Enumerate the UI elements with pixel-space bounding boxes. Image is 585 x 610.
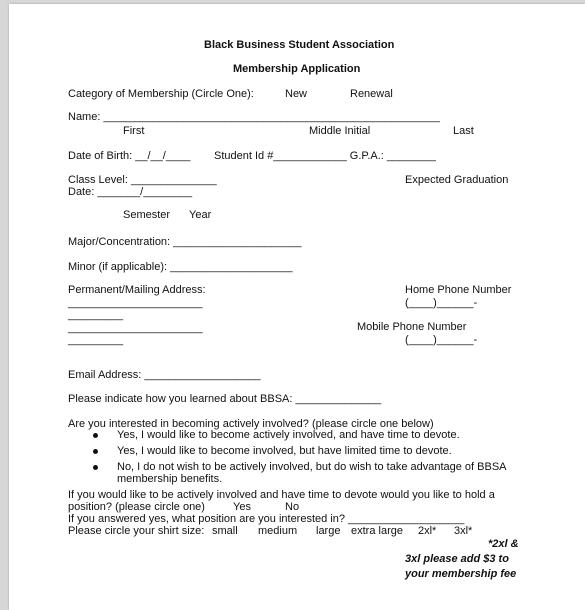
name-first-caption: First xyxy=(123,125,145,137)
home-phone-label: Home Phone Number xyxy=(405,284,512,296)
dob-field[interactable]: Date of Birth: __/__/____ xyxy=(68,150,191,162)
shirt-size-medium[interactable]: medium xyxy=(258,525,298,537)
interest-option-3[interactable]: No, I do not wish to be actively involved, but do wish to take advantage of BBSA xyxy=(117,461,507,473)
form-title: Membership Application xyxy=(233,63,361,75)
shirt-size-large[interactable]: large xyxy=(316,525,341,537)
interest-option-2[interactable]: Yes, I would like to become involved, but have limited time to devote. xyxy=(117,445,452,457)
expected-graduation-label: Expected Graduation xyxy=(405,174,509,186)
class-level-field[interactable]: Class Level: ______________ xyxy=(68,174,217,186)
shirt-size-extra-large[interactable]: extra large xyxy=(351,525,403,537)
position-question: If you would like to be actively involved and have time to devote would you like to hold a xyxy=(68,489,495,501)
address-line-2[interactable]: _________ xyxy=(68,309,124,321)
position-option-no[interactable]: No xyxy=(285,501,300,513)
name-field[interactable]: Name: _______________________________________________________ xyxy=(68,111,440,123)
mobile-phone-field[interactable]: (____)______- xyxy=(405,334,478,346)
minor-field[interactable]: Minor (if applicable): ____________________ xyxy=(68,261,293,273)
category-label: Category of Membership (Circle One): xyxy=(68,88,254,100)
email-field[interactable]: Email Address: ___________________ xyxy=(68,369,261,381)
category-option-new[interactable]: New xyxy=(285,88,308,100)
interest-option-1[interactable]: Yes, I would like to become actively involved, and have time to devote. xyxy=(117,429,460,441)
interest-question: Are you interested in becoming actively involved? (please circle one below) xyxy=(68,418,434,430)
interest-option-3-cont[interactable]: membership benefits. xyxy=(117,473,223,485)
home-phone-field[interactable]: (____)______- xyxy=(405,297,478,309)
shirt-size-3xl[interactable]: 3xl* xyxy=(454,525,473,537)
address-line-1[interactable]: ______________________ xyxy=(68,297,203,309)
mobile-phone-label: Mobile Phone Number xyxy=(357,321,467,333)
shirt-size-small[interactable]: small xyxy=(212,525,238,537)
name-last-caption: Last xyxy=(453,125,474,137)
address-line-3[interactable]: ______________________ xyxy=(68,322,203,334)
graduation-date-field[interactable]: Date: _______/________ xyxy=(68,186,193,198)
position-question-cont: position? (please circle one) xyxy=(68,501,205,513)
student-id-gpa-field[interactable]: Student Id #____________ G.P.A.: ________ xyxy=(214,150,436,162)
bullet-icon xyxy=(93,433,98,438)
org-title: Black Business Student Association xyxy=(204,39,395,51)
shirt-fee-note: *2xl & xyxy=(488,538,519,550)
address-label: Permanent/Mailing Address: xyxy=(68,284,206,296)
bullet-icon xyxy=(93,449,98,454)
shirt-size-2xl[interactable]: 2xl* xyxy=(418,525,437,537)
semester-caption: Semester xyxy=(123,209,171,221)
position-option-yes[interactable]: Yes xyxy=(233,501,251,513)
category-option-renewal[interactable]: Renewal xyxy=(350,88,393,100)
address-line-4[interactable]: _________ xyxy=(68,334,124,346)
name-middle-caption: Middle Initial xyxy=(309,125,371,137)
referral-field[interactable]: Please indicate how you learned about BBSA: ______________ xyxy=(68,393,382,405)
shirt-fee-note-cont-2: your membership fee xyxy=(405,568,517,580)
major-field[interactable]: Major/Concentration: _____________________ xyxy=(68,236,302,248)
shirt-fee-note-cont: 3xl please add $3 to xyxy=(405,553,509,565)
bullet-icon xyxy=(93,465,98,470)
position-interest-field[interactable]: If you answered yes, what position are you interested in? ___________________ xyxy=(68,513,465,525)
document-page xyxy=(9,4,585,610)
year-caption: Year xyxy=(189,209,212,221)
shirt-size-label: Please circle your shirt size: xyxy=(68,525,205,537)
